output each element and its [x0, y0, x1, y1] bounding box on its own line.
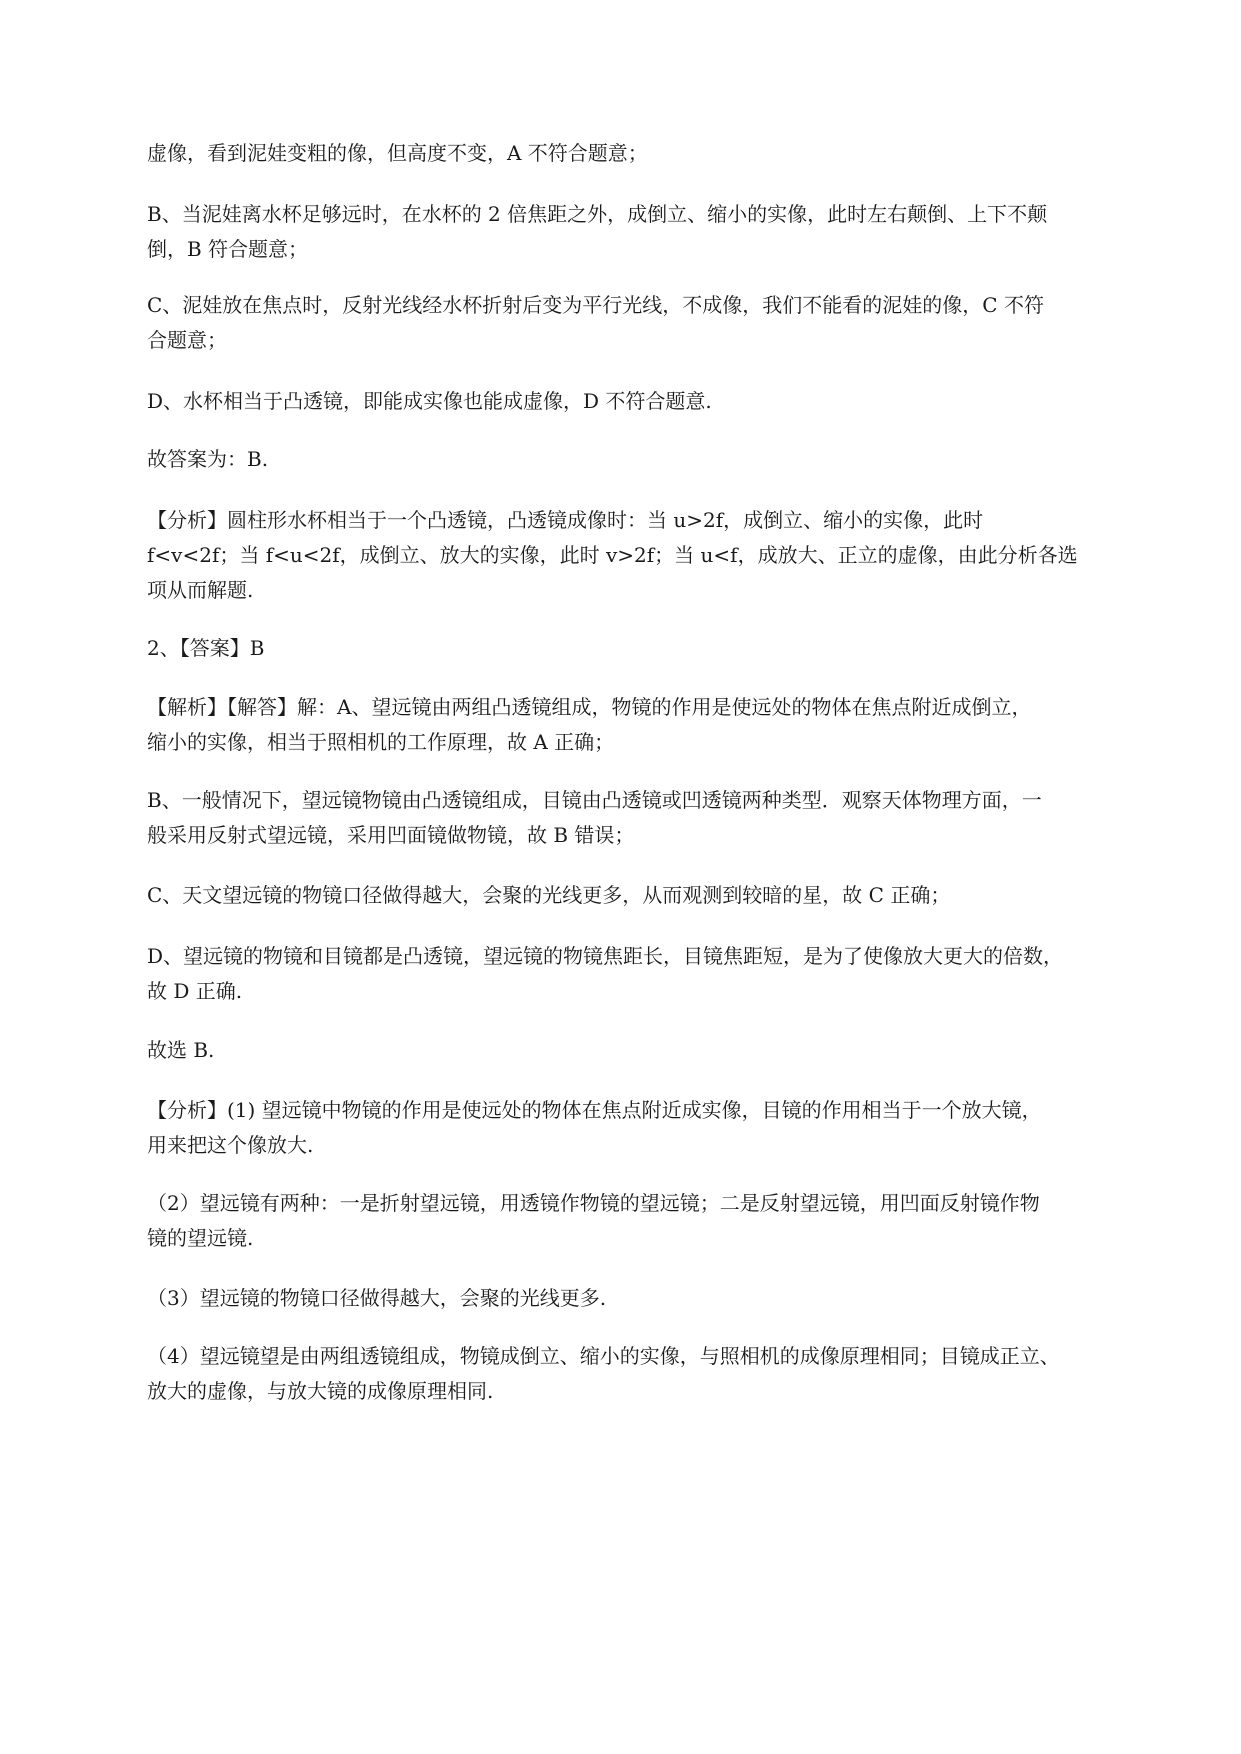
text-line: 镜的望远镜.: [147, 1226, 254, 1250]
text-line: 【分析】圆柱形水杯相当于一个凸透镜，凸透镜成像时：当 u>2f，成倒立、缩小的实像，此时: [147, 508, 984, 532]
text-line: 虚像，看到泥娃变粗的像，但高度不变，A 不符合题意；: [147, 141, 648, 165]
text-line: 故 D 正确.: [147, 979, 243, 1003]
text-line: 故选 B.: [147, 1038, 215, 1062]
text-line: B、当泥娃离水杯足够远时，在水杯的 2 倍焦距之外，成倒立、缩小的实像，此时左右颠倒、上下不颠: [147, 202, 1048, 226]
text-line: （4）望远镜望是由两组透镜组成，物镜成倒立、缩小的实像，与照相机的成像原理相同；目镜成正立、: [147, 1344, 1060, 1368]
text-line: 合题意；: [147, 328, 227, 352]
text-line: f<v<2f；当 f<u<2f，成倒立、放大的实像，此时 v>2f；当 u<f，成放大、正立的虚像，由此分析各选: [147, 543, 1078, 567]
text-line: 【分析】(1) 望远镜中物镜的作用是使远处的物体在焦点附近成实像，目镜的作用相当于一个放大镜，: [147, 1098, 1042, 1122]
text-line: 用来把这个像放大.: [147, 1133, 314, 1157]
text-line: 倒，B 符合题意；: [147, 237, 309, 261]
text-line: 放大的虚像，与放大镜的成像原理相同.: [147, 1379, 494, 1403]
text-line: C、泥娃放在焦点时，反射光线经水杯折射后变为平行光线，不成像，我们不能看的泥娃的像，C 不符: [147, 293, 1044, 317]
text-line: 【解析】【解答】解：A、望远镜由两组凸透镜组成，物镜的作用是使远处的物体在焦点附近成倒立，: [147, 695, 1032, 719]
text-line: 般采用反射式望远镜，采用凹面镜做物镜，故 B 错误；: [147, 823, 635, 847]
text-line: B、一般情况下，望远镜物镜由凸透镜组成，目镜由凸透镜或凹透镜两种类型．观察天体物理方面，一: [147, 788, 1042, 812]
text-line: （2）望远镜有两种：一是折射望远镜，用透镜作物镜的望远镜；二是反射望远镜，用凹面反射镜作物: [147, 1191, 1040, 1215]
text-line: C、天文望远镜的物镜口径做得越大，会聚的光线更多，从而观测到较暗的星，故 C 正确；: [147, 883, 951, 907]
text-line: 2、【答案】B: [147, 636, 265, 660]
text-line: 项从而解题.: [147, 578, 254, 602]
text-line: D、水杯相当于凸透镜，即能成实像也能成虚像，D 不符合题意.: [147, 389, 712, 413]
text-line: D、望远镜的物镜和目镜都是凸透镜，望远镜的物镜焦距长，目镜焦距短，是为了使像放大更大的倍数，: [147, 944, 1064, 968]
text-line: 缩小的实像，相当于照相机的工作原理，故 A 正确；: [147, 730, 615, 754]
text-line: （3）望远镜的物镜口径做得越大，会聚的光线更多.: [147, 1286, 607, 1310]
text-line: 故答案为：B.: [147, 447, 269, 471]
